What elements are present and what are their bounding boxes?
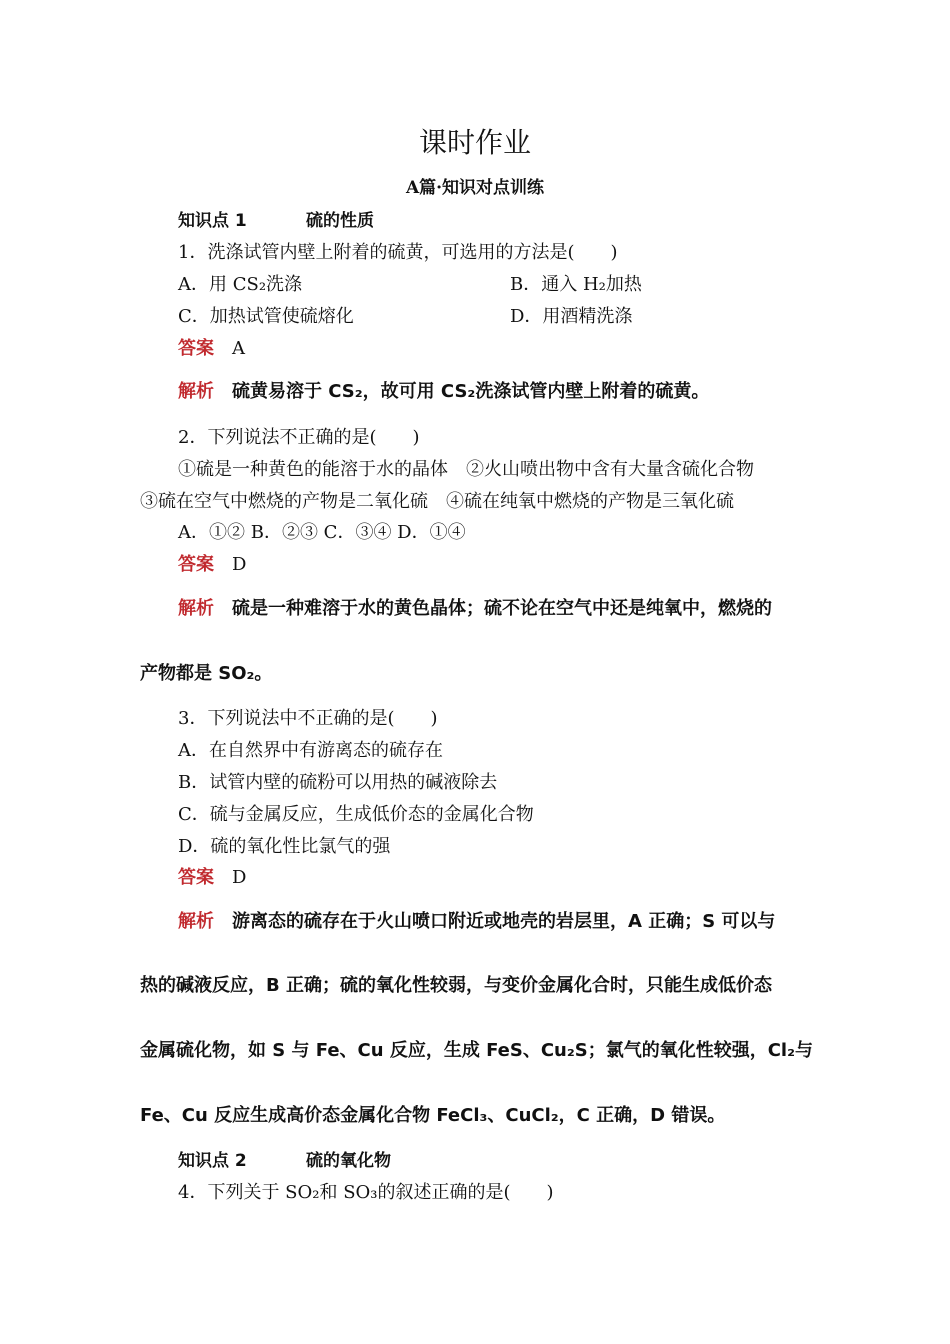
question-3-analysis-line3: 金属硫化物，如 S 与 Fe、Cu 反应，生成 FeS、Cu₂S；氯气的氧化性较强，Cl₂与: [140, 1040, 813, 1061]
answer-value: D: [232, 554, 247, 575]
knowledge-point-topic: 硫的性质: [306, 211, 374, 231]
question-3-option-d: D．硫的氧化性比氯气的强: [178, 836, 391, 857]
question-1-option-a: A．用 CS₂洗涤: [178, 274, 303, 295]
question-1-answer: [178, 338, 245, 360]
analysis-label: 解析: [178, 598, 214, 619]
question-1-analysis: [178, 381, 709, 403]
analysis-text: 硫黄易溶于 CS₂，故可用 CS₂洗涤试管内壁上附着的硫黄。: [232, 381, 710, 402]
question-3-analysis: [178, 911, 775, 933]
question-1-stem: 1．洗涤试管内壁上附着的硫黄，可选用的方法是( ): [178, 242, 618, 263]
question-1-option-d: D．用酒精洗涤: [510, 306, 633, 327]
knowledge-point-label: 知识点 1: [178, 211, 247, 231]
question-3-analysis-line2: 热的碱液反应，B 正确；硫的氧化性较弱，与变价金属化合时，只能生成低价态: [140, 975, 772, 996]
question-3-option-c: C．硫与金属反应，生成低价态的金属化合物: [178, 804, 534, 825]
knowledge-point-topic: 硫的氧化物: [306, 1151, 391, 1171]
question-2-statements-line1: ①硫是一种黄色的能溶于水的晶体 ②火山喷出物中含有大量含硫化合物: [178, 459, 754, 480]
analysis-text: 游离态的硫存在于火山喷口附近或地壳的岩层里，A 正确；S 可以与: [232, 911, 776, 932]
knowledge-point-2: [178, 1150, 391, 1172]
question-3-answer: [178, 867, 246, 889]
question-1-option-c: C．加热试管使硫熔化: [178, 306, 354, 327]
knowledge-point-1: [178, 210, 374, 232]
question-2-stem: 2．下列说法不正确的是( ): [178, 427, 420, 448]
answer-label: 答案: [178, 867, 214, 888]
answer-label: 答案: [178, 554, 214, 575]
analysis-text: 硫是一种难溶于水的黄色晶体；硫不论在空气中还是纯氧中，燃烧的: [232, 598, 772, 619]
section-subtitle: A篇·知识对点训练: [405, 178, 545, 198]
answer-label: 答案: [178, 338, 214, 359]
answer-value: A: [232, 338, 245, 359]
question-2-analysis-cont: 产物都是 SO₂。: [140, 663, 273, 684]
question-1-option-b: B．通入 H₂加热: [510, 274, 642, 295]
page-title: 课时作业: [418, 126, 531, 159]
knowledge-point-label: 知识点 2: [178, 1151, 247, 1171]
question-3-analysis-line4: Fe、Cu 反应生成高价态金属化合物 FeCl₃、CuCl₂，C 正确，D 错误。: [140, 1105, 726, 1126]
question-3-stem: 3．下列说法中不正确的是( ): [178, 708, 438, 729]
analysis-label: 解析: [178, 911, 214, 932]
question-2-options: A．①② B．②③ C．③④ D．①④: [178, 522, 466, 543]
question-2-answer: [178, 554, 246, 576]
analysis-label: 解析: [178, 381, 214, 402]
question-2-statements-line2: ③硫在空气中燃烧的产物是二氧化硫 ④硫在纯氧中燃烧的产物是三氧化硫: [140, 491, 734, 512]
question-3-option-a: A．在自然界中有游离态的硫存在: [178, 740, 443, 761]
question-4-stem: 4．下列关于 SO₂和 SO₃的叙述正确的是( ): [178, 1182, 554, 1203]
question-2-analysis: [178, 598, 772, 620]
answer-value: D: [232, 867, 247, 888]
question-3-option-b: B．试管内壁的硫粉可以用热的碱液除去: [178, 772, 498, 793]
